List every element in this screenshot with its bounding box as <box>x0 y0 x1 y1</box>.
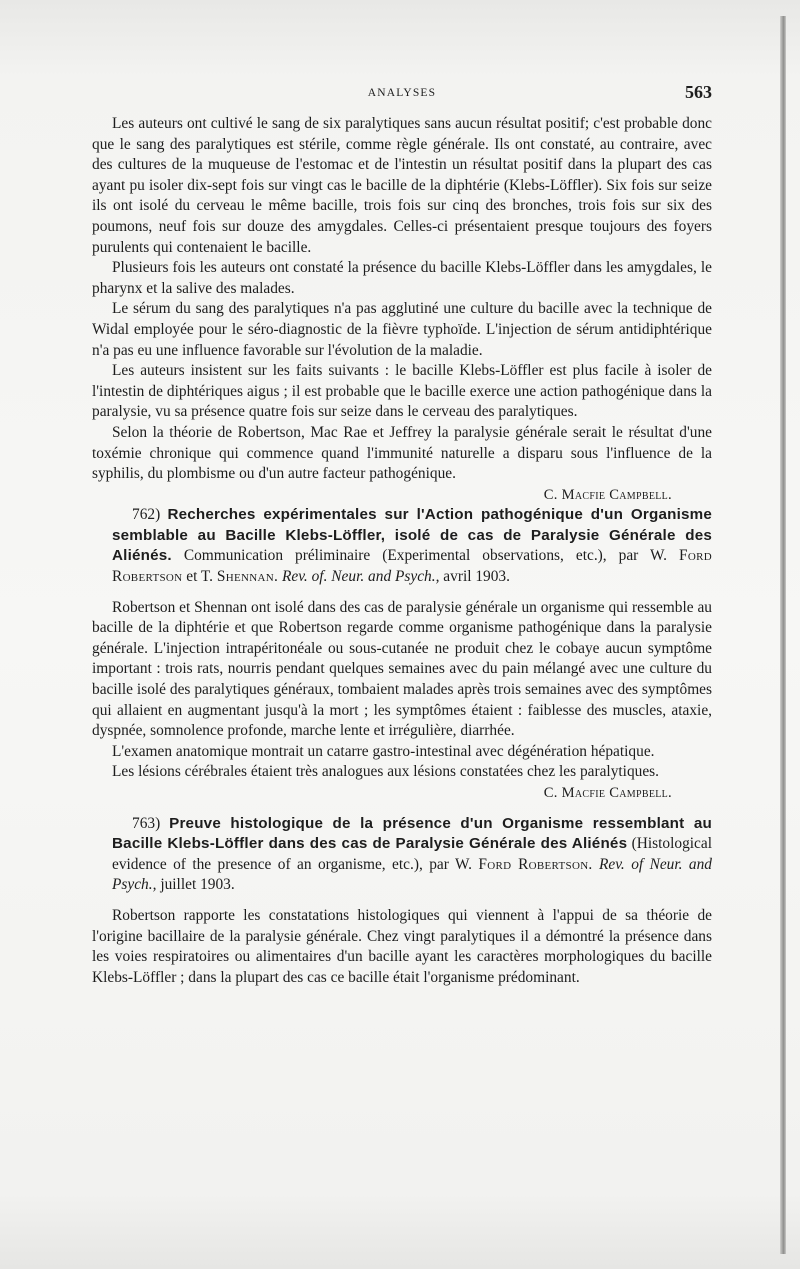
signature-name: C. Macfie Campbell. <box>543 486 672 503</box>
paragraph: Les auteurs insistent sur les faits suivants : le bacille Klebs-Löffler est plus facile à isoler de l'intestin de diphtériques aigus ; il est probable que le bacille exerce une action pathogénique dans la paralysie, vu sa présence quatre fois sur seize dans le cerveau des paralytiques. <box>92 362 712 421</box>
author-name: Ford Robertson. <box>478 855 593 873</box>
paragraph: Robertson rapporte les constatations histologiques qui viennent à l'appui de sa théorie de l'origine bacillaire de la paralysie générale. Chez vingt paralytiques il a démontré la présence dans les voies respiratoires ou alimentaires d'un bacille ayant les caractères morphologiques du bacille Klebs-Löffler ; dans la plupart des cas ce bacille était l'organisme prédominant. <box>92 906 712 986</box>
entry-number: 763) <box>132 814 161 832</box>
page-body <box>92 114 712 988</box>
entry-title: Recherches expérimentales sur l'Action pathogénique d'un Organisme semblable au Bacille Klebs-Löffler, isolé de cas de Paralysie Générale des Aliénés. <box>112 506 712 565</box>
spacer <box>92 804 712 814</box>
spacer <box>92 588 712 598</box>
author-name: Ford Robertson <box>112 547 712 586</box>
journal-name: Rev. of. Neur. and Psych., <box>282 568 440 586</box>
paragraph: L'examen anatomique montrait un catarre gastro-intestinal avec dégénération hépatique. <box>112 742 655 760</box>
conjunction: et T. <box>186 568 214 586</box>
author-name: Shennan. <box>216 568 279 586</box>
entry-title: Preuve histologique de la présence d'un Organisme ressemblant au Bacille Klebs-Löffler dans des cas de Paralysie Générale des Aliénés <box>112 814 712 853</box>
paragraph: Les lésions cérébrales étaient très analogues aux lésions constatées chez les paralytiques. <box>112 763 660 781</box>
journal-name: Rev. of Neur. and Psych., <box>112 855 712 894</box>
entry-heading-763 <box>92 814 712 896</box>
paragraph: Selon la théorie de Robertson, Mac Rae et Jeffrey la paralysie générale serait le résultat d'une toxémie chronique qui commence quand l'immunité naturelle a disparu sous l'influence de la syphilis, du plombisme ou d'un autre facteur pathogénique. <box>92 423 712 483</box>
signature-name: C. Macfie Campbell. <box>543 785 672 801</box>
page-header <box>92 82 712 106</box>
entry-citation-text: (Histological evidence of the presence of an organisme, etc.), par W. <box>112 835 712 873</box>
entry-heading-762 <box>92 505 712 587</box>
entry-number: 762) <box>132 506 161 524</box>
paragraph: Robertson et Shennan ont isolé dans des cas de paralysie générale un organisme qui ressemble au bacille de la diphtérie et que Robertson regarde comme organisme pathogénique dans la paralysie générale. L'injection intrapéritonéale ou sous-cutanée ne produit chez le cobaye aucun symptôme important : trois rats, nourris pendant quelques semaines avec du pain mélangé avec une culture du bacille isolé des paralytiques généraux, tombaient malades après trois semaines avec des symptômes qui allaient en augmentant jusqu'à la mort ; les symptômes étaient : faiblesse des muscles, ataxie, dyspnée, somnolence profonde, marche lente et irrégulière, diarrhée. <box>92 598 712 740</box>
page-number: 563 <box>685 82 712 102</box>
page-edge-shadow <box>780 16 786 1254</box>
publication-date: juillet 1903. <box>160 876 235 894</box>
running-title: ANALYSES <box>367 87 437 99</box>
paragraph: Les auteurs ont cultivé le sang de six paralytiques sans aucun résultat positif; c'est probable donc que le sang des paralytiques est stérile, comme règle générale. Ils ont constaté, au contraire, avec des cultures de la muqueuse de l'estomac et de l'intestin un résultat positif dans la plupart des cas ayant pu isoler dix-sept fois sur vingt cas le bacille de la diphtérie (Klebs-Löffler). Six fois sur seize ils ont isolé du cerveau le même bacille, trois fois sur cinq des bronches, trois fois sur six des poumons, neuf fois sur douze des amygdales. Celles-ci présentaient presque toujours des foyers purulents qui contenaient le bacille. <box>92 115 712 256</box>
paragraph: Le sérum du sang des paralytiques n'a pas agglutiné une culture du bacille avec la technique de Widal employée pour le séro-diagnostic de la fièvre typhoïde. L'injection de sérum antidiphtérique n'a pas eu une influence favorable sur l'évolution de la maladie. <box>92 300 712 359</box>
signature <box>92 783 712 804</box>
spacer <box>92 896 712 906</box>
publication-date: avril 1903. <box>443 568 510 586</box>
signature <box>92 485 712 506</box>
entry-citation-text: Communication préliminaire (Experimental observations, etc.), par W. <box>183 547 667 565</box>
paragraph: Plusieurs fois les auteurs ont constaté la présence du bacille Klebs-Löffler dans les amygdales, le pharynx et la salive des malades. <box>92 259 712 297</box>
